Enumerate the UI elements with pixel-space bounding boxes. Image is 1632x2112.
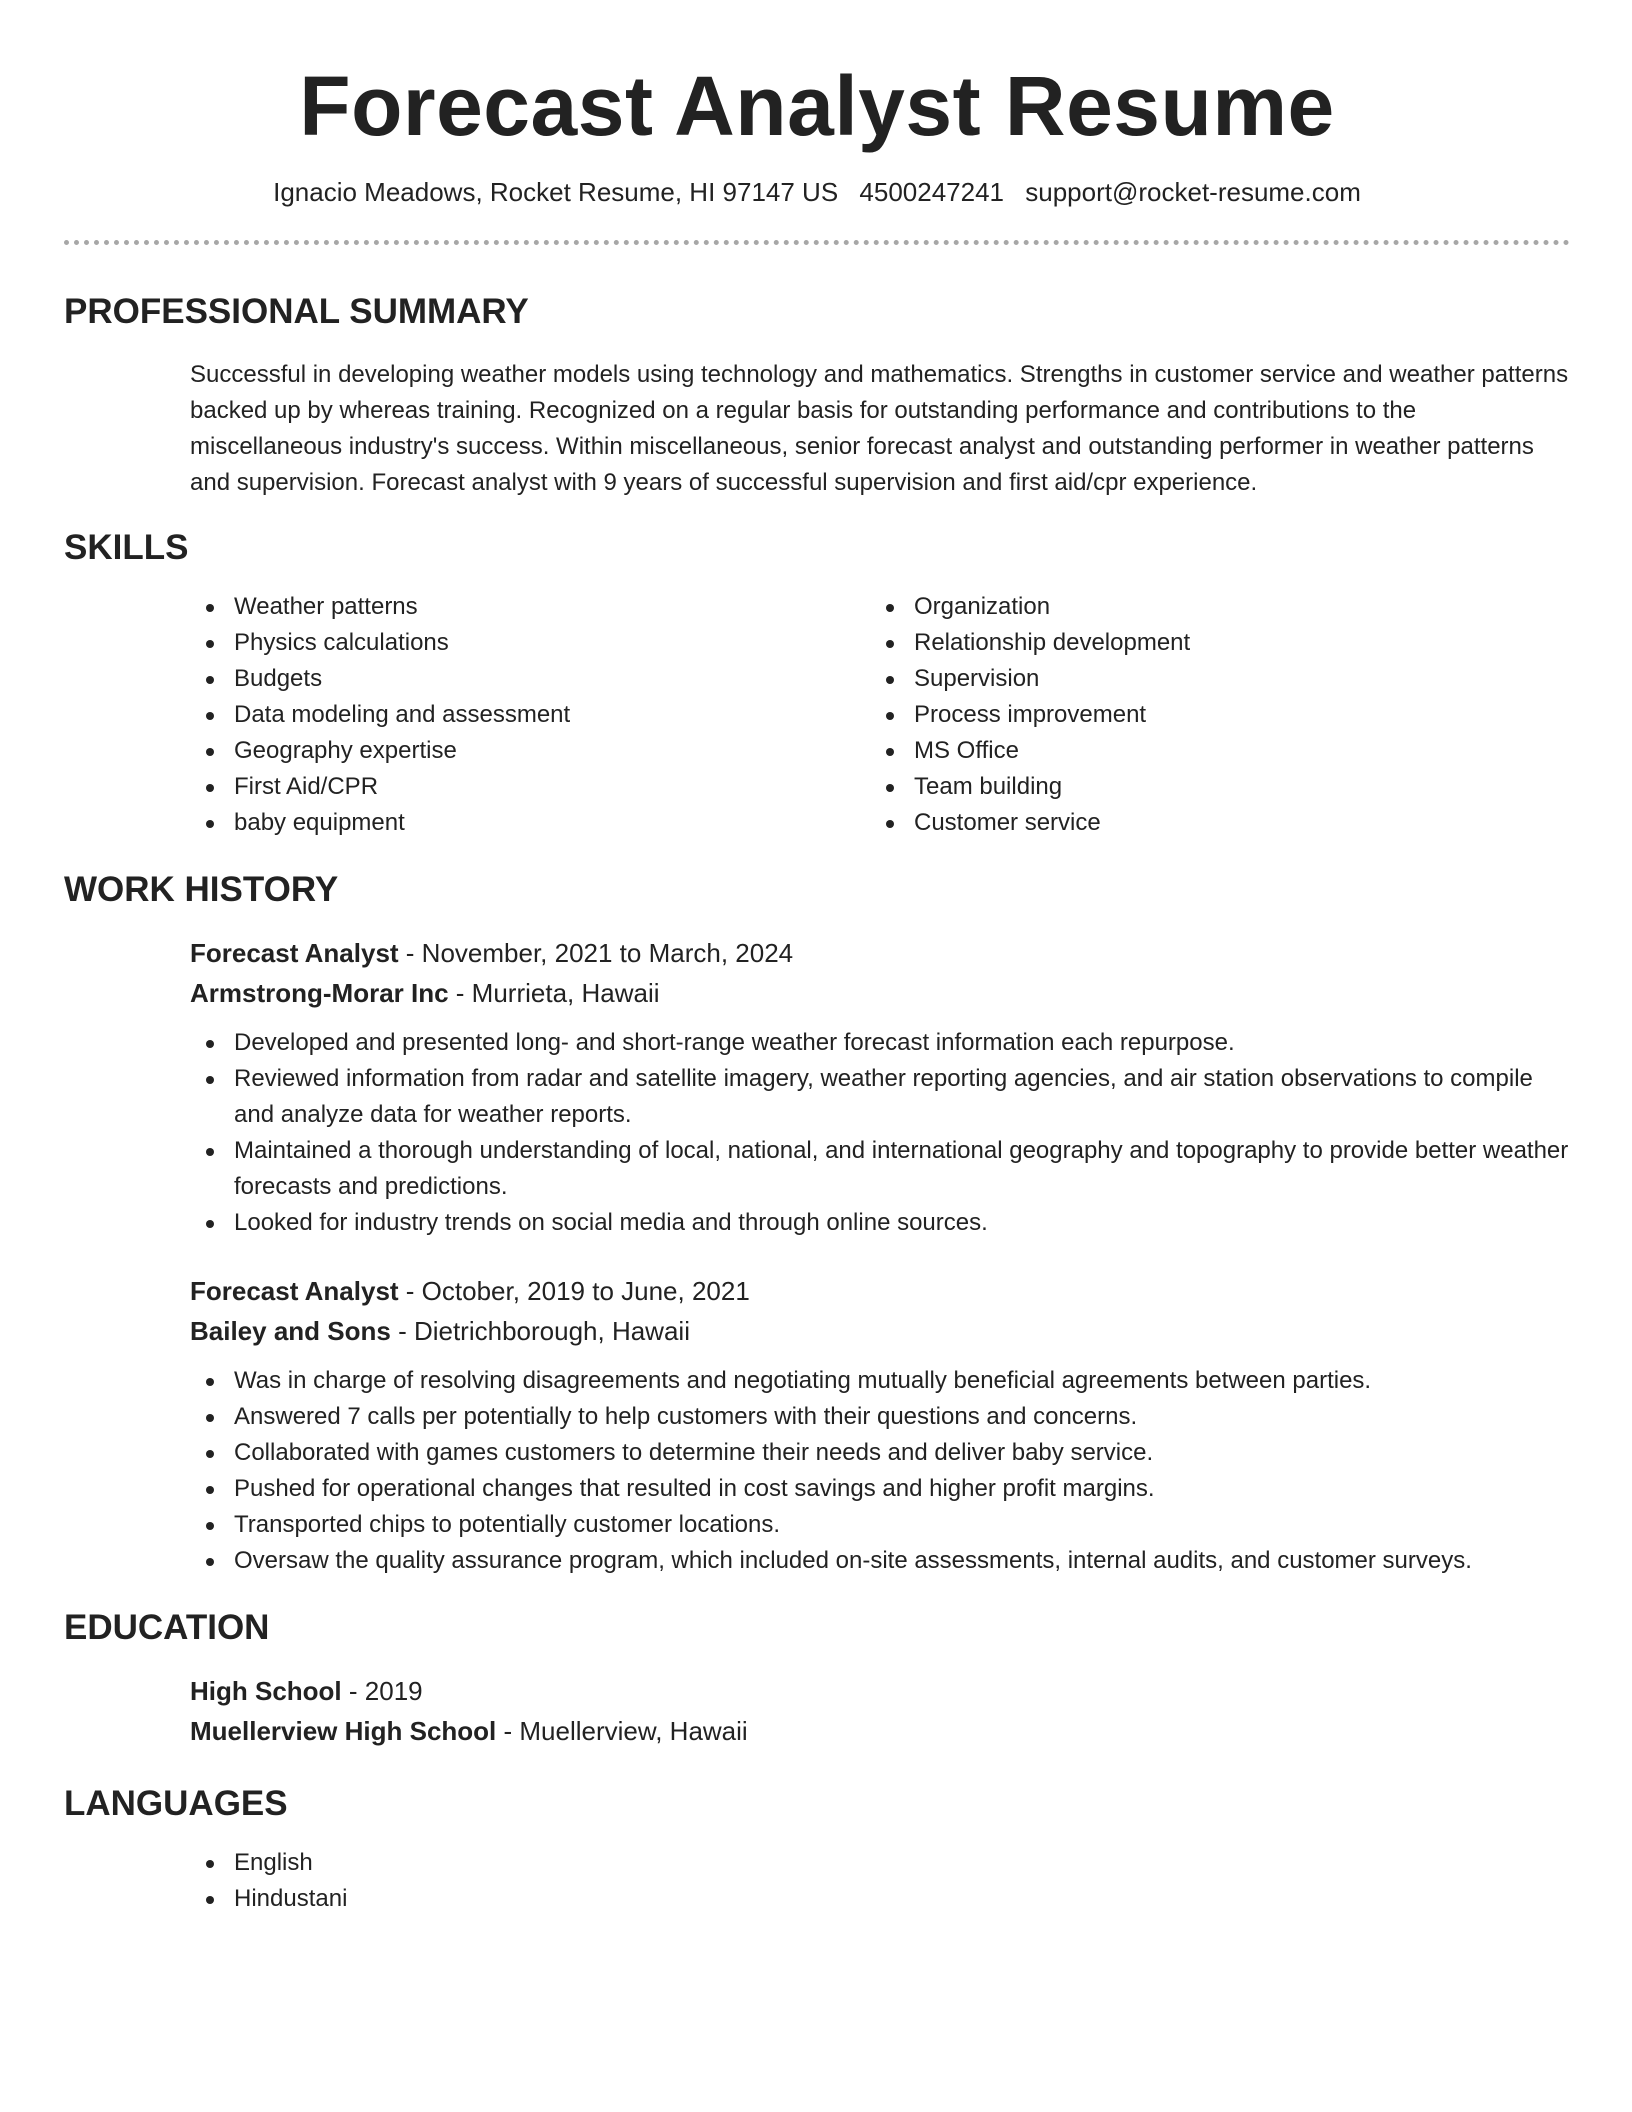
job-entry <box>190 933 1570 1241</box>
job-duty: Answered 7 calls per potentially to help customers with their questions and concerns. <box>190 1399 1570 1435</box>
header-divider <box>64 240 1570 245</box>
contact-line <box>64 176 1570 208</box>
education-year: - 2019 <box>341 1676 423 1706</box>
resume-title: Forecast Analyst Resume <box>299 59 1335 153</box>
skill-item: Data modeling and assessment <box>190 697 870 733</box>
job-company: Armstrong-Morar Inc <box>190 978 449 1008</box>
education-school: Muellerview High School <box>190 1716 497 1746</box>
job-duty: Reviewed information from radar and satellite imagery, weather reporting agencies, and air station observations to compile and analyze data for weather reports. <box>190 1061 1570 1133</box>
skill-item: Customer service <box>870 805 1550 841</box>
skill-item: Supervision <box>870 661 1550 697</box>
summary-heading: PROFESSIONAL SUMMARY <box>64 292 529 331</box>
languages-bullets <box>190 1845 1570 1917</box>
job-company-line <box>190 1311 1570 1351</box>
job-dates: - November, 2021 to March, 2024 <box>398 938 794 968</box>
languages-list <box>190 1845 1570 1917</box>
education-location: - Muellerview, Hawaii <box>496 1716 748 1746</box>
job-company-line <box>190 973 1570 1013</box>
skill-item: First Aid/CPR <box>190 769 870 805</box>
education-heading: EDUCATION <box>64 1608 270 1647</box>
skills-list <box>190 589 1570 841</box>
education-degree-line <box>190 1671 1570 1711</box>
skill-item: Relationship development <box>870 625 1550 661</box>
job-location: - Dietrichborough, Hawaii <box>390 1316 690 1346</box>
skill-item: Physics calculations <box>190 625 870 661</box>
contact-email[interactable]: support@rocket-resume.com <box>1025 177 1361 207</box>
job-duty: Maintained a thorough understanding of local, national, and international geography and topography to provide better weather forecasts and predictions. <box>190 1133 1570 1205</box>
languages-heading: LANGUAGES <box>64 1784 288 1823</box>
job-title: Forecast Analyst <box>190 938 399 968</box>
language-item: English <box>190 1845 1570 1881</box>
skill-item: Weather patterns <box>190 589 870 625</box>
contact-address: Ignacio Meadows, Rocket Resume, HI 97147 US <box>273 177 839 207</box>
language-item: Hindustani <box>190 1881 1570 1917</box>
job-duty: Pushed for operational changes that resulted in cost savings and higher profit margins. <box>190 1471 1570 1507</box>
job-duty: Looked for industry trends on social media and through online sources. <box>190 1205 1570 1241</box>
job-title-line <box>190 933 1570 973</box>
skill-item: baby equipment <box>190 805 870 841</box>
job-entry <box>190 1271 1570 1579</box>
skills-column-left <box>190 589 870 841</box>
job-duty: Developed and presented long- and short-range weather forecast information each repurpose. <box>190 1025 1570 1061</box>
skills-column-right <box>870 589 1550 841</box>
job-duty: Oversaw the quality assurance program, which included on-site assessments, internal audits, and customer surveys. <box>190 1543 1570 1579</box>
skills-heading: SKILLS <box>64 528 189 567</box>
education-entry <box>190 1671 1570 1751</box>
resume-page <box>64 0 1570 1917</box>
job-duty: Was in charge of resolving disagreements and negotiating mutually beneficial agreements between parties. <box>190 1363 1570 1399</box>
skill-item: Geography expertise <box>190 733 870 769</box>
job-company: Bailey and Sons <box>190 1316 391 1346</box>
job-title: Forecast Analyst <box>190 1276 399 1306</box>
job-duties <box>190 1025 1570 1241</box>
skill-item: Team building <box>870 769 1550 805</box>
job-location: - Murrieta, Hawaii <box>448 978 660 1008</box>
job-duties <box>190 1363 1570 1579</box>
skill-item: Process improvement <box>870 697 1550 733</box>
work-history-heading: WORK HISTORY <box>64 870 339 909</box>
job-duty: Transported chips to potentially customer locations. <box>190 1507 1570 1543</box>
job-title-line <box>190 1271 1570 1311</box>
skill-item: MS Office <box>870 733 1550 769</box>
education-school-line <box>190 1711 1570 1751</box>
skill-item: Organization <box>870 589 1550 625</box>
summary-text: Successful in developing weather models using technology and mathematics. Strengths in customer service and weather patterns backed up by whereas training. Recognized on a regular basis for outstanding performance and contributions to the miscellaneous industry's success. Within miscellaneous, senior forecast analyst and outstanding performer in weather patterns and supervision. Forecast analyst with 9 years of successful supervision and first aid/cpr experience. <box>190 361 1569 496</box>
contact-phone: 4500247241 <box>859 177 1005 207</box>
job-duty: Collaborated with games customers to determine their needs and deliver baby service. <box>190 1435 1570 1471</box>
education-degree: High School <box>190 1676 342 1706</box>
job-dates: - October, 2019 to June, 2021 <box>398 1276 750 1306</box>
skill-item: Budgets <box>190 661 870 697</box>
